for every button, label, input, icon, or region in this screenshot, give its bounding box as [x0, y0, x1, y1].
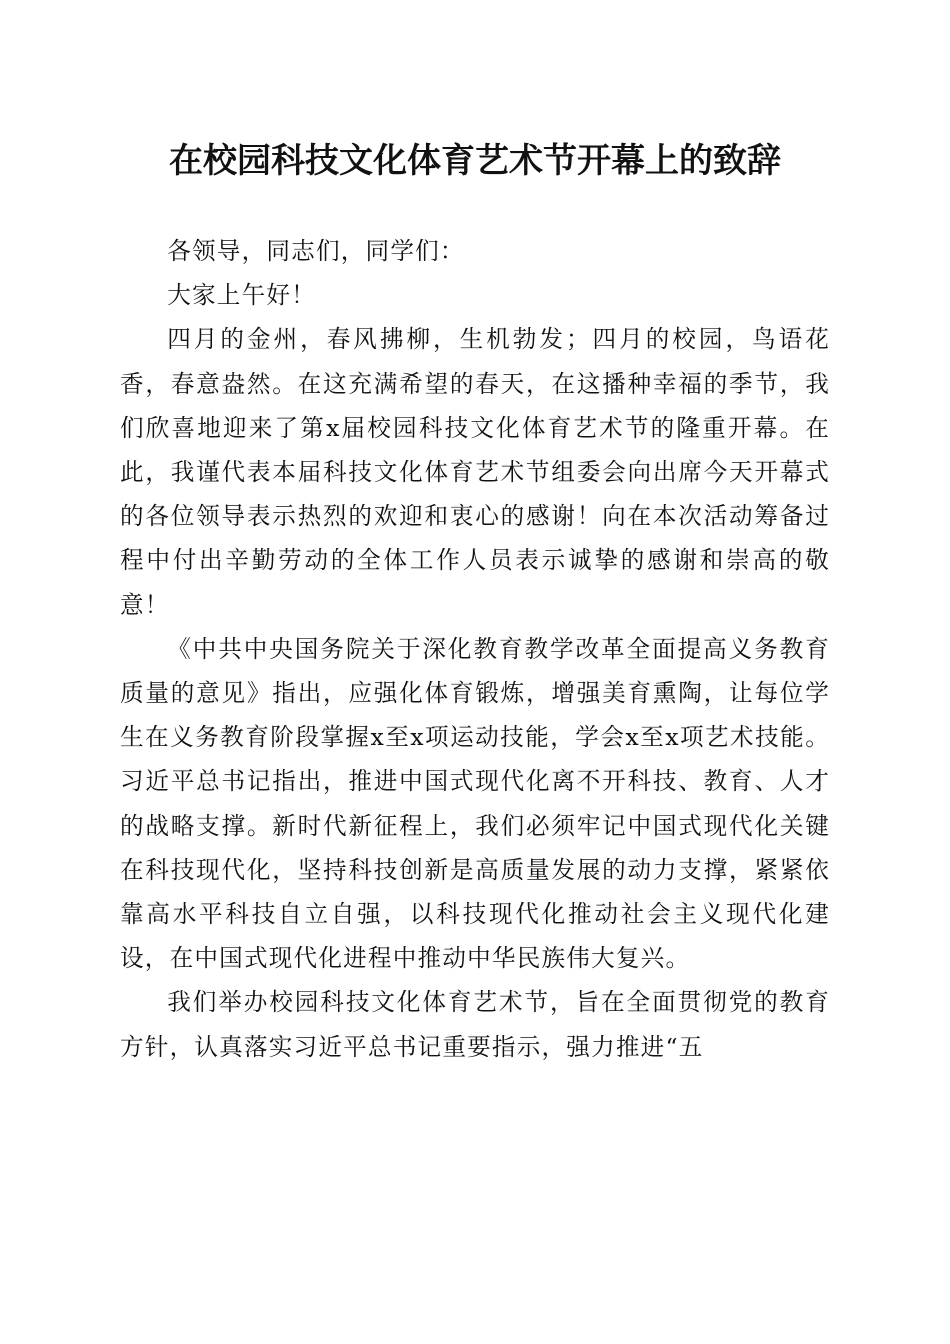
opening-paragraph: 四月的金州，春风拂柳，生机勃发；四月的校园，鸟语花香，春意盎然。在这充满希望的春天，在这播种幸福的季节，我们欣喜地迎来了第x届校园科技文化体育艺术节的隆重开幕。在此，我谨代表本届科技文化体育艺术节组委会向出席今天开幕式的各位领导表示热烈的欢迎和衷心的感谢！向在本次活动筹备过程中付出辛勤劳动的全体工作人员表示诚挚的感谢和崇高的敬意！	[120, 325, 830, 619]
document-title: 在校园科技文化体育艺术节开幕上的致辞	[169, 141, 781, 181]
policy-paragraph: 《中共中央国务院关于深化教育教学改革全面提高义务教育质量的意见》指出，应强化体育锻炼，增强美育熏陶，让每位学生在义务教育阶段掌握x至x项运动技能，学会x至x项艺术技能。习近平总书记指出，推进中国式现代化离不开科技、教育、人才的战略支撑。新时代新征程上，我们必须牢记中国式现代化关键在科技现代化，坚持科技创新是高质量发展的动力支撑，紧紧依靠高水平科技自立自强，以科技现代化推动社会主义现代化建设，在中国式现代化进程中推动中华民族伟大复兴。	[120, 634, 830, 973]
greeting-paragraph: 大家上午好！	[167, 281, 316, 310]
purpose-paragraph: 我们举办校园科技文化体育艺术节，旨在全面贯彻党的教育方针，认真落实习近平总书记重要指示，强力推进“五	[120, 988, 830, 1061]
document-body	[120, 229, 830, 1069]
salutation-paragraph: 各领导，同志们，同学们：	[167, 237, 465, 265]
